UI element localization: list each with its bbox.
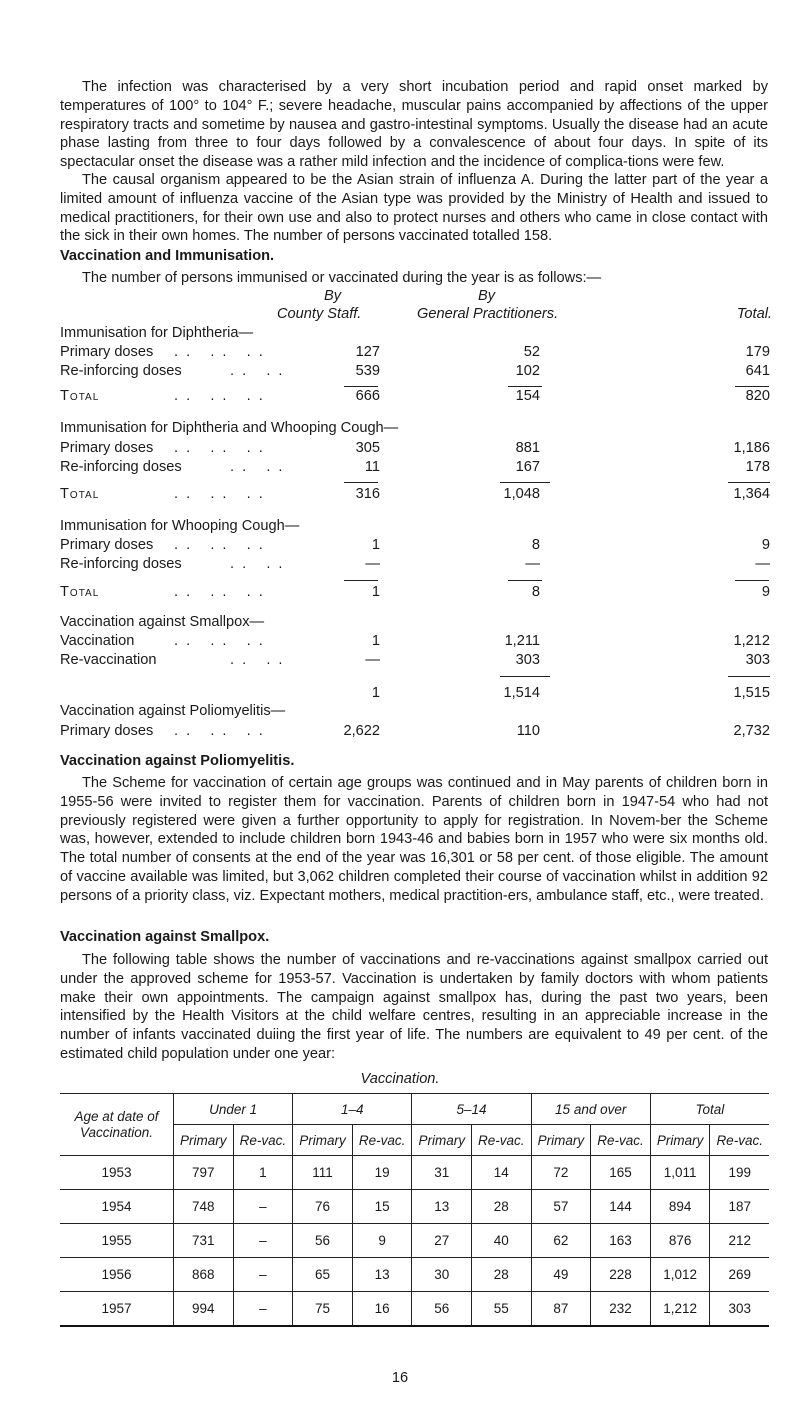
sub-revac: Re-vac. (710, 1125, 769, 1156)
table-cell: 748 (174, 1190, 234, 1224)
table-cell: 57 (531, 1190, 591, 1224)
table-cell: 876 (650, 1224, 710, 1258)
table-row (60, 1156, 769, 1190)
table-cell: 1 (233, 1156, 293, 1190)
table-cell: 165 (591, 1156, 651, 1190)
cell-gp: 154 (515, 388, 540, 404)
heading-vaccination-immunisation: Vaccination and Immunisation. (60, 248, 275, 264)
table-row (60, 1190, 769, 1224)
table-cell: 269 (710, 1258, 769, 1292)
table-cell: 187 (710, 1190, 769, 1224)
table-cell: 16 (352, 1292, 412, 1327)
table-cell: 28 (472, 1190, 532, 1224)
cell-county: 1 (371, 584, 380, 600)
cell-gp: — (525, 556, 540, 572)
cell-gp: 52 (523, 344, 540, 360)
table-cell: 76 (293, 1190, 353, 1224)
year-cell: 1955 (60, 1224, 174, 1258)
table-cell: – (233, 1258, 293, 1292)
cell-gp: 881 (515, 440, 540, 456)
header-age: Age at date of Vaccination. (60, 1094, 174, 1156)
section-poliomyelitis: Vaccination against Poliomyelitis— (60, 703, 286, 719)
table-cell: – (233, 1190, 293, 1224)
table-cell: 1,011 (650, 1156, 710, 1190)
cell-total: 2,732 (733, 723, 770, 739)
table-caption: Vaccination. (360, 1071, 440, 1087)
vaccination-table (60, 1093, 769, 1327)
cell-total: 179 (745, 344, 770, 360)
table-row (60, 1258, 769, 1292)
table-cell: 1,012 (650, 1258, 710, 1292)
paragraph-immunised-intro: The number of persons immunised or vaccinated during the year is as follows:— (82, 270, 602, 286)
cell-total: — (755, 556, 770, 572)
sub-revac: Re-vac. (472, 1125, 532, 1156)
row-label: Primary doses (60, 723, 154, 739)
table-cell: 232 (591, 1292, 651, 1327)
table-cell: 199 (710, 1156, 769, 1190)
header-under-1: Under 1 (174, 1094, 293, 1125)
cell-gp: 167 (515, 459, 540, 475)
cell-county: 1 (371, 685, 380, 701)
cell-total: 1,212 (733, 633, 770, 649)
sub-primary: Primary (293, 1125, 353, 1156)
header-total: Total (650, 1094, 769, 1125)
cell-county: 316 (355, 486, 380, 502)
cell-gp: 1,048 (503, 486, 540, 502)
table-cell: 87 (531, 1292, 591, 1327)
sub-primary: Primary (412, 1125, 472, 1156)
section-diphtheria-whooping: Immunisation for Diphtheria and Whooping Cough— (60, 420, 399, 436)
table-cell: 30 (412, 1258, 472, 1292)
cell-total: 9 (761, 584, 770, 600)
cell-county: — (365, 652, 380, 668)
cell-gp: 8 (531, 584, 540, 600)
table-cell: 144 (591, 1190, 651, 1224)
row-label-total: Total (60, 584, 100, 600)
table-cell: 15 (352, 1190, 412, 1224)
paragraph-infection: The infection was characterised by a very short incubation period and rapid onset marked by temperatures of 100° to 104° F.; severe headache, muscular pains accompanied by affections of the upper respiratory tracts and sometime by nausea and gastro-intestinal symptoms. Usually the disease had an acute phase lasting from three to four days followed by a convalescence of about four days. In spite of its spectacular onset the disease was a rather mild infection and the incidence of complica-tions were few. (60, 79, 768, 171)
table-cell: 62 (531, 1224, 591, 1258)
table-cell: 49 (531, 1258, 591, 1292)
cell-total: 1,515 (733, 685, 770, 701)
table-cell: 303 (710, 1292, 769, 1327)
section-diphtheria: Immunisation for Diphtheria— (60, 325, 254, 341)
cell-gp: 8 (531, 537, 540, 553)
col-general-practitioners: General Practitioners. (417, 306, 559, 322)
row-label: Re-vaccination (60, 652, 157, 668)
table-row (60, 1292, 769, 1327)
table-cell: 56 (412, 1292, 472, 1327)
row-label-total: Total (60, 388, 100, 404)
sub-primary: Primary (174, 1125, 234, 1156)
table-cell: 111 (293, 1156, 353, 1190)
cell-county: 127 (355, 344, 380, 360)
cell-total: 178 (745, 459, 770, 475)
table-cell: 14 (472, 1156, 532, 1190)
col-by-gp: By (478, 288, 496, 304)
row-label: Primary doses (60, 440, 154, 456)
sub-primary: Primary (531, 1125, 591, 1156)
cell-gp: 303 (515, 652, 540, 668)
table-cell: 894 (650, 1190, 710, 1224)
table-cell: 28 (472, 1258, 532, 1292)
sub-primary: Primary (650, 1125, 710, 1156)
year-cell: 1957 (60, 1292, 174, 1327)
row-label: Re-inforcing doses (60, 556, 182, 572)
cell-total: 303 (745, 652, 770, 668)
header-15-over: 15 and over (531, 1094, 650, 1125)
heading-smallpox: Vaccination against Smallpox. (60, 929, 270, 945)
table-cell: 13 (412, 1190, 472, 1224)
section-smallpox: Vaccination against Smallpox— (60, 614, 265, 630)
cell-county: 666 (355, 388, 380, 404)
heading-poliomyelitis: Vaccination against Poliomyelitis. (60, 753, 295, 769)
cell-total: 9 (761, 537, 770, 553)
table-cell: 13 (352, 1258, 412, 1292)
paragraph-organism: The causal organism appeared to be the Asian strain of influenza A. During the latter part of the year a limited amount of influenza vaccine of the Asian type was provided by the Ministry of Health and issued to medical practitioners, for their own use and also to protect nurses and others who came in close contact with the sick in their own homes. The number of persons vaccinated totalled 158. (60, 172, 768, 245)
table-cell: 994 (174, 1292, 234, 1327)
row-label: Primary doses (60, 344, 154, 360)
header-1-4: 1–4 (293, 1094, 412, 1125)
sub-revac: Re-vac. (591, 1125, 651, 1156)
cell-total: 1,364 (733, 486, 770, 502)
table-cell: 797 (174, 1156, 234, 1190)
cell-county: 2,622 (343, 723, 380, 739)
row-label: Re-inforcing doses (60, 363, 182, 379)
table-cell: 40 (472, 1224, 532, 1258)
table-cell: 56 (293, 1224, 353, 1258)
table-cell: 27 (412, 1224, 472, 1258)
table-cell: 65 (293, 1258, 353, 1292)
year-cell: 1953 (60, 1156, 174, 1190)
cell-total: 820 (745, 388, 770, 404)
table-cell: – (233, 1292, 293, 1327)
col-total: Total. (736, 306, 772, 322)
year-cell: 1956 (60, 1258, 174, 1292)
cell-county: 305 (355, 440, 380, 456)
table-cell: 1,212 (650, 1292, 710, 1327)
cell-total: 1,186 (733, 440, 770, 456)
section-whooping: Immunisation for Whooping Cough— (60, 518, 300, 534)
sub-revac: Re-vac. (233, 1125, 293, 1156)
table-cell: 9 (352, 1224, 412, 1258)
header-5-14: 5–14 (412, 1094, 531, 1125)
table-cell: – (233, 1224, 293, 1258)
paragraph-smallpox: The following table shows the number of vaccinations and re-vaccinations against smallpox carried out under the approved scheme for 1953-57. Vaccination is undertaken by family doctors with whom patients make their own appointments. The campaign against smallpox has, during the past two years, been intensified by the Health Visitors at the child welfare centres, resulting in an appreciable increase in the number of infants vaccinated duiing the first year of life. The numbers are equivalent to 49 per cent. of the estimated child population under one year: (60, 952, 768, 1062)
row-label: Vaccination (60, 633, 135, 649)
table-cell: 731 (174, 1224, 234, 1258)
table-row (60, 1224, 769, 1258)
table-cell: 868 (174, 1258, 234, 1292)
page-number: 16 (391, 1370, 409, 1386)
sub-revac: Re-vac. (352, 1125, 412, 1156)
row-label: Primary doses (60, 537, 154, 553)
table-cell: 55 (472, 1292, 532, 1327)
year-cell: 1954 (60, 1190, 174, 1224)
cell-total: 641 (745, 363, 770, 379)
table-cell: 19 (352, 1156, 412, 1190)
table-cell: 31 (412, 1156, 472, 1190)
table-cell: 228 (591, 1258, 651, 1292)
paragraph-poliomyelitis: The Scheme for vaccination of certain age groups was continued and in May parents of children born in 1955-56 were invited to register them for vaccination. Parents of children born in 1947-54 who had not previously registered were given a further opportunity to apply for registration. In Novem-ber the Scheme was, however, extended to include children born 1943-46 and babies born in 1957 who were six months old. The total number of consents at the end of the year was 16,301 or 58 per cent. of those eligible. The amount of vaccine available was limited, but 3,062 children completed their course of vaccination whilst in addition 92 persons of a priority class, viz. Expectant mothers, medical practition-ers, ambulance staff, etc., were treated. (60, 775, 768, 904)
cell-county: — (365, 556, 380, 572)
table-cell: 72 (531, 1156, 591, 1190)
table-cell: 75 (293, 1292, 353, 1327)
table-cell: 163 (591, 1224, 651, 1258)
cell-gp: 102 (515, 363, 540, 379)
cell-gp: 1,514 (503, 685, 540, 701)
col-by-county: By (324, 288, 342, 304)
cell-gp: 1,211 (504, 633, 540, 649)
row-label-total: Total (60, 486, 100, 502)
cell-county: 1 (371, 537, 380, 553)
row-label: Re-inforcing doses (60, 459, 182, 475)
col-county-staff: County Staff. (277, 306, 362, 322)
cell-gp: 110 (516, 723, 540, 739)
table-cell: 212 (710, 1224, 769, 1258)
cell-county: 539 (355, 363, 380, 379)
cell-county: 11 (364, 459, 380, 475)
cell-county: 1 (371, 633, 380, 649)
